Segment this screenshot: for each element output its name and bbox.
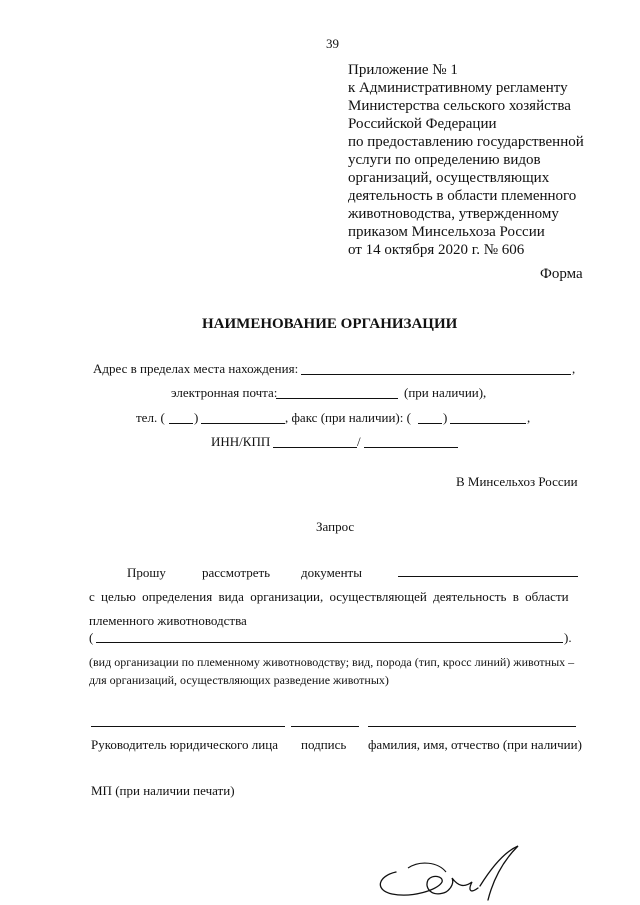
fax-paren: ) [443,410,448,425]
close-paren: ). [564,630,572,645]
kpp-field[interactable] [364,447,458,448]
body-word: документы [301,565,362,580]
fax-label: , факс (при наличии): ( [285,410,411,425]
appendix-line: животноводства, утвержденному [348,206,559,222]
email-field[interactable] [276,398,398,399]
head-label: Руководитель юридического лица [91,737,278,752]
appendix-block [348,61,584,259]
tel-number-field[interactable] [201,423,285,424]
name-line[interactable] [368,726,576,727]
request-title: Запрос [316,519,355,534]
address-comma: , [572,361,576,376]
org-title: НАИМЕНОВАНИЕ ОРГАНИЗАЦИИ [202,316,458,332]
signature-scribble [368,842,528,902]
address-field[interactable] [301,374,571,375]
body-line: с целью определения вида организации, осуществляющей деятельность в области [89,589,569,604]
appendix-line: к Административному регламенту [348,80,568,96]
recipient: В Минсельхоз России [456,474,578,489]
fax-comma: , [527,410,531,425]
name-label: фамилия, имя, отчество (при наличии) [368,737,582,752]
open-paren: ( [89,630,94,645]
form-label: Форма [540,266,583,282]
body-line: племенного животноводства [89,613,247,628]
field-note: для организаций, осуществляющих разведение животных) [89,673,389,687]
appendix-line: деятельность в области племенного [348,188,577,204]
page-number: 39 [326,36,339,51]
fax-code-field[interactable] [418,423,442,424]
field-note: (вид организации по племенному животноводству; вид, порода (тип, кросс линий) животных – [89,655,575,669]
appendix-line: Министерства сельского хозяйства [348,98,571,114]
body-word: рассмотреть [202,565,271,580]
tel-paren: ) [194,410,199,425]
body-word: Прошу [127,565,166,580]
address-label: Адрес в пределах места нахождения: [93,361,299,376]
head-signature-line[interactable] [91,726,285,727]
inn-separator: / [357,434,361,449]
appendix-line: услуги по определению видов [348,152,541,168]
tel-label: тел. ( [136,410,165,425]
appendix-line: Приложение № 1 [348,62,458,78]
appendix-line: от 14 октября 2020 г. № 606 [348,242,525,258]
sign-label: подпись [301,737,347,752]
email-label: электронная почта: [171,385,278,400]
appendix-line: организаций, осуществляющих [348,170,550,186]
tel-code-field[interactable] [169,423,193,424]
inn-field[interactable] [273,447,357,448]
org-type-field[interactable] [96,642,563,643]
appendix-line: приказом Минсельхоза России [348,224,545,240]
fax-number-field[interactable] [450,423,526,424]
documents-field[interactable] [398,576,578,577]
email-note: (при наличии), [404,385,487,400]
inn-label: ИНН/КПП [211,434,271,449]
stamp-label: МП (при наличии печати) [91,783,235,798]
appendix-line: Российской Федерации [348,116,497,132]
appendix-line: по предоставлению государственной [348,134,584,150]
sign-line[interactable] [291,726,359,727]
